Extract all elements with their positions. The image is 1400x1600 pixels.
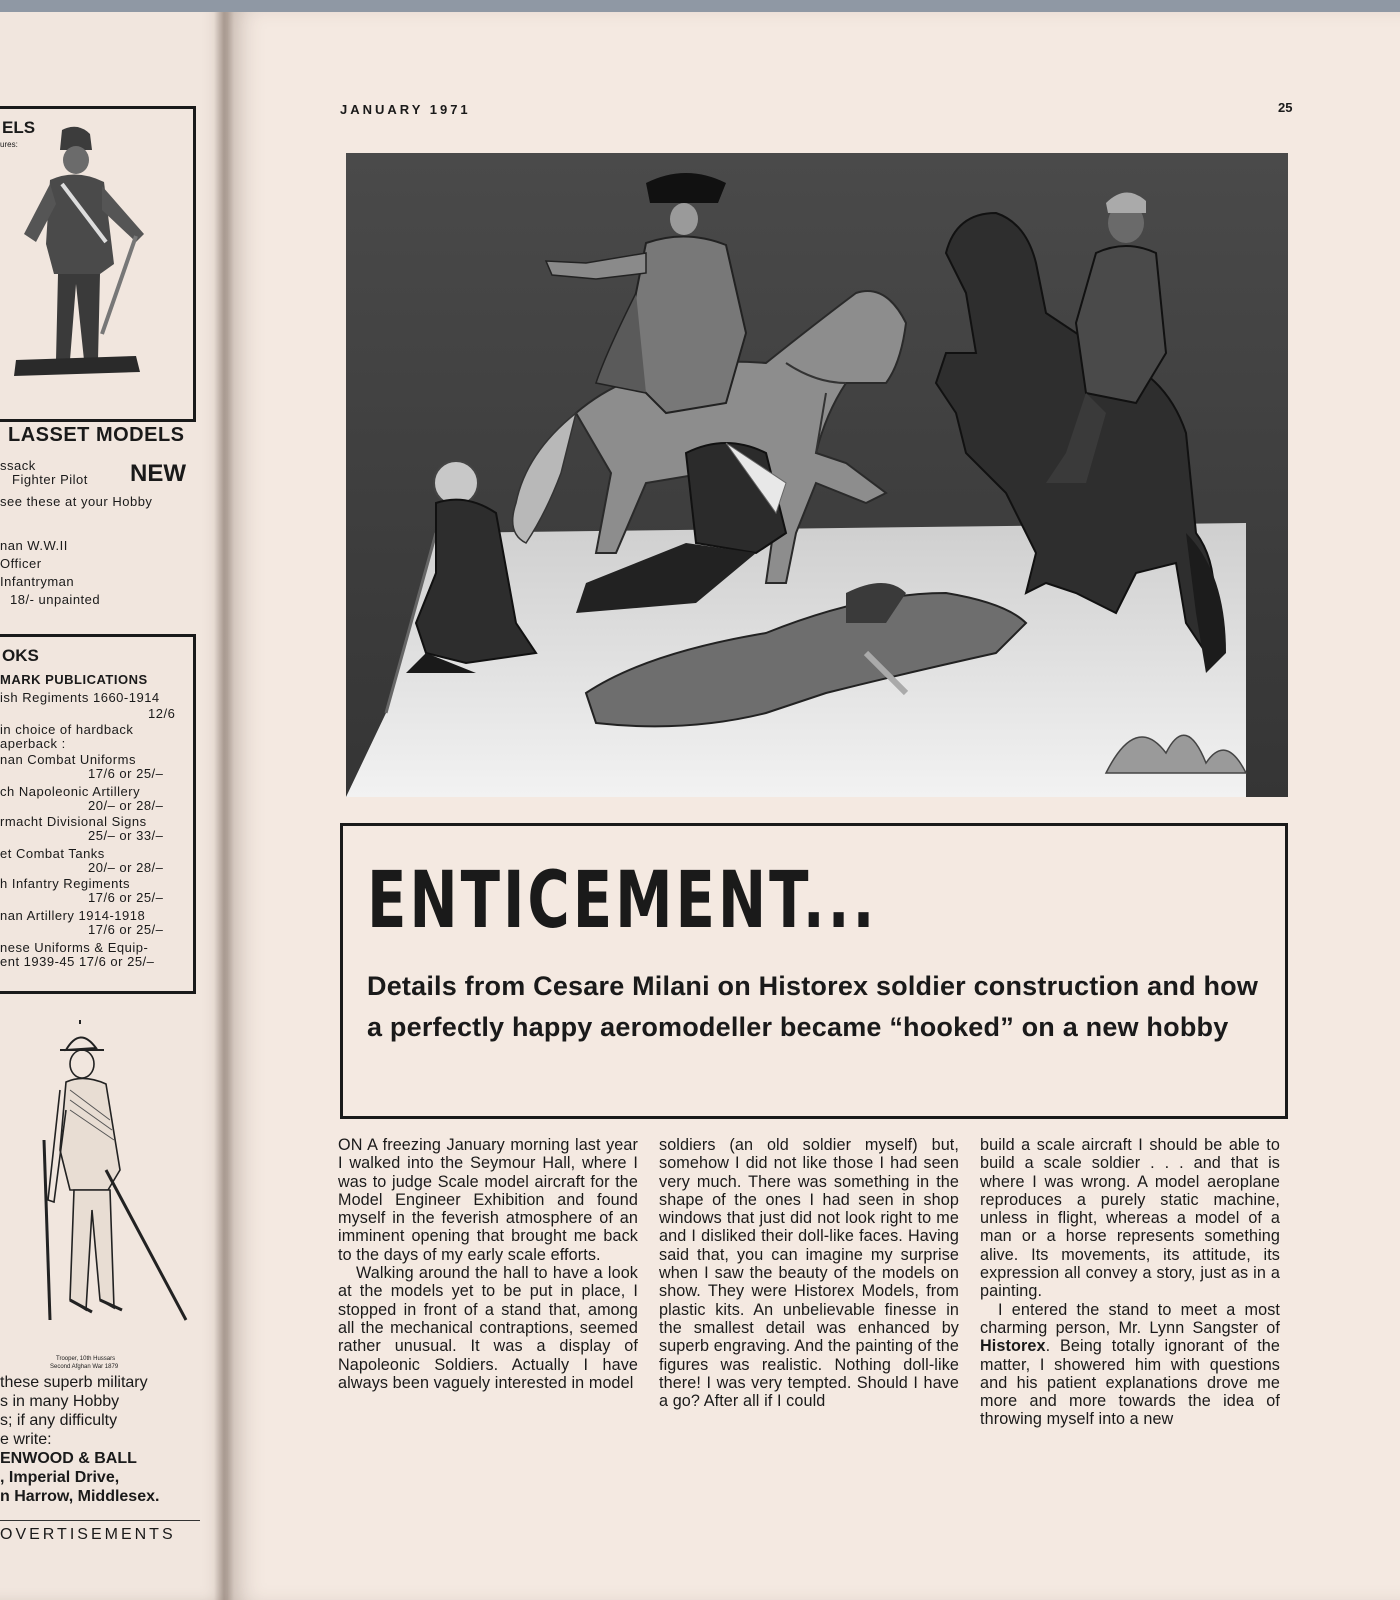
article-column-1 — [338, 1136, 638, 1392]
ad-footer-rule — [0, 1520, 200, 1521]
hussar-caption-line1: Trooper, 10th Hussars — [56, 1356, 116, 1362]
book-item: ent 1939-45 17/6 or 25/– — [0, 954, 155, 969]
ad-company-address2: n Harrow, Middlesex. — [0, 1488, 160, 1505]
ad-company-name: ENWOOD & BALL — [0, 1450, 137, 1467]
book-item: et Combat Tanks — [0, 846, 105, 861]
article-paragraph: build a scale aircraft I should be able to build a scale soldier . . . and that is where I was wrong. A model aeroplane reproduces a purely static machine, unless in flight, whereas a model of a man or a horse represents something alive. Its movements, its attitude, its expression all convey a story, just as in a painting. — [980, 1136, 1280, 1301]
left-page-advertisements — [0, 0, 228, 1600]
ad-bottom-line: s; if any difficulty — [0, 1412, 118, 1429]
page-number: 25 — [1278, 100, 1293, 115]
ad-lasset-item2: Officer — [0, 556, 42, 571]
ad-lasset-item3: Infantryman — [0, 574, 75, 589]
article-paragraph: ON A freezing January morning last year I walked into the Seymour Hall, where I was to judge Scale model aircraft for the Model Engineer Exhibition and found myself in the feverish atmosphere of an imminent opening that brought me back to the days of my early scale efforts. — [338, 1136, 638, 1264]
hussar-drawing-icon — [30, 1020, 200, 1350]
ad-bottom-line: e write: — [0, 1431, 52, 1448]
ad-lasset-line1: ssack — [0, 458, 36, 473]
book-item: aperback : — [0, 736, 66, 751]
ad-company-address1: , Imperial Drive, — [0, 1469, 120, 1486]
book-price: 12/6 — [148, 706, 176, 721]
scan-edge-strip — [0, 0, 1400, 12]
book-price: 25/– or 33/– — [88, 828, 164, 843]
ad-footer-label: OVERTISEMENTS — [0, 1526, 176, 1543]
article-paragraph: soldiers (an old soldier myself) but, somehow I did not like those I had seen very much. There was something in the shape of the ones I had seen in shop windows that just did not look right to me and I disliked their doll-like faces. Having said that, you can imagine my surprise when I saw the beauty of the models on show. They were Historex Models, from plastic kits. An unbelievable finesse in the smallest detail was enhanced by superb engraving. And the painting of the figures was realistic. Nothing doll-like there! I was very tempted. Should I have a go? After all if I could — [659, 1136, 959, 1411]
running-header-date: JANUARY 1971 — [340, 102, 471, 117]
paragraph-text: . Being totally ignorant of the matter, I showered him with questions and his patient explanations drove me more and more towards the idea of throwing myself into a new — [980, 1337, 1280, 1429]
ad-lasset-title: LASSET MODELS — [8, 424, 185, 446]
book-item: ish Regiments 1660-1914 — [0, 690, 160, 705]
book-item: h Infantry Regiments — [0, 876, 130, 891]
brand-name-historex: Historex — [980, 1337, 1046, 1356]
ad-models-title: ELS — [2, 118, 36, 137]
ad-bottom-line: s in many Hobby — [0, 1393, 120, 1410]
book-price: 17/6 or 25/– — [88, 922, 164, 937]
book-item: nese Uniforms & Equip- — [0, 940, 149, 955]
article-subhead: Details from Cesare Milani on Historex soldier construction and how a perfectly happy aeromodeller became “hooked” on a new hobby — [367, 971, 1259, 1042]
page-gutter — [214, 0, 234, 1600]
ad-lasset-line2: Fighter Pilot — [12, 472, 88, 487]
paragraph-text: I entered the stand to meet a most charming person, Mr. Lynn Sangster of — [980, 1300, 1280, 1337]
book-item: in choice of hardback — [0, 722, 134, 737]
book-item: nan Artillery 1914-1918 — [0, 908, 146, 923]
ad-lasset-line3: see these at your Hobby — [0, 494, 153, 509]
ad-lasset-item1: nan W.W.II — [0, 538, 68, 553]
ad-lasset-new-badge: NEW — [130, 460, 186, 487]
book-price: 17/6 or 25/– — [88, 766, 164, 781]
right-page-article — [228, 12, 1400, 1600]
book-item: ch Napoleonic Artillery — [0, 784, 141, 799]
ad-books-title: OKS — [2, 646, 39, 665]
article-headline: ENTICEMENT... — [367, 856, 878, 946]
article-column-2 — [659, 1136, 959, 1410]
ad-lasset-item4: 18/- unpainted — [10, 592, 101, 607]
book-price: 20/– or 28/– — [88, 860, 164, 875]
article-paragraph: Walking around the hall to have a look at the models yet to be put in place, I stopped in front of a stand that, among all the mechanical contraptions, seemed rather unusual. It was a display of Napoleonic Soldiers. Actually I have always been vaguely interested in model — [338, 1264, 638, 1392]
article-paragraph-historex — [980, 1301, 1280, 1429]
ad-bottom-line: these superb military — [0, 1374, 148, 1391]
soldier-figure-icon — [10, 124, 180, 394]
book-price: 17/6 or 25/– — [88, 890, 164, 905]
article-column-3 — [980, 1136, 1280, 1429]
hussar-caption-line2: Second Afghan War 1879 — [50, 1364, 119, 1370]
ad-models-sub: ures: — [0, 140, 18, 149]
ad-books-publisher: MARK PUBLICATIONS — [0, 672, 148, 687]
diorama-photo — [346, 153, 1288, 797]
book-price: 20/– or 28/– — [88, 798, 164, 813]
headline-box — [340, 823, 1288, 1119]
book-item: nan Combat Uniforms — [0, 752, 136, 767]
book-item: rmacht Divisional Signs — [0, 814, 147, 829]
